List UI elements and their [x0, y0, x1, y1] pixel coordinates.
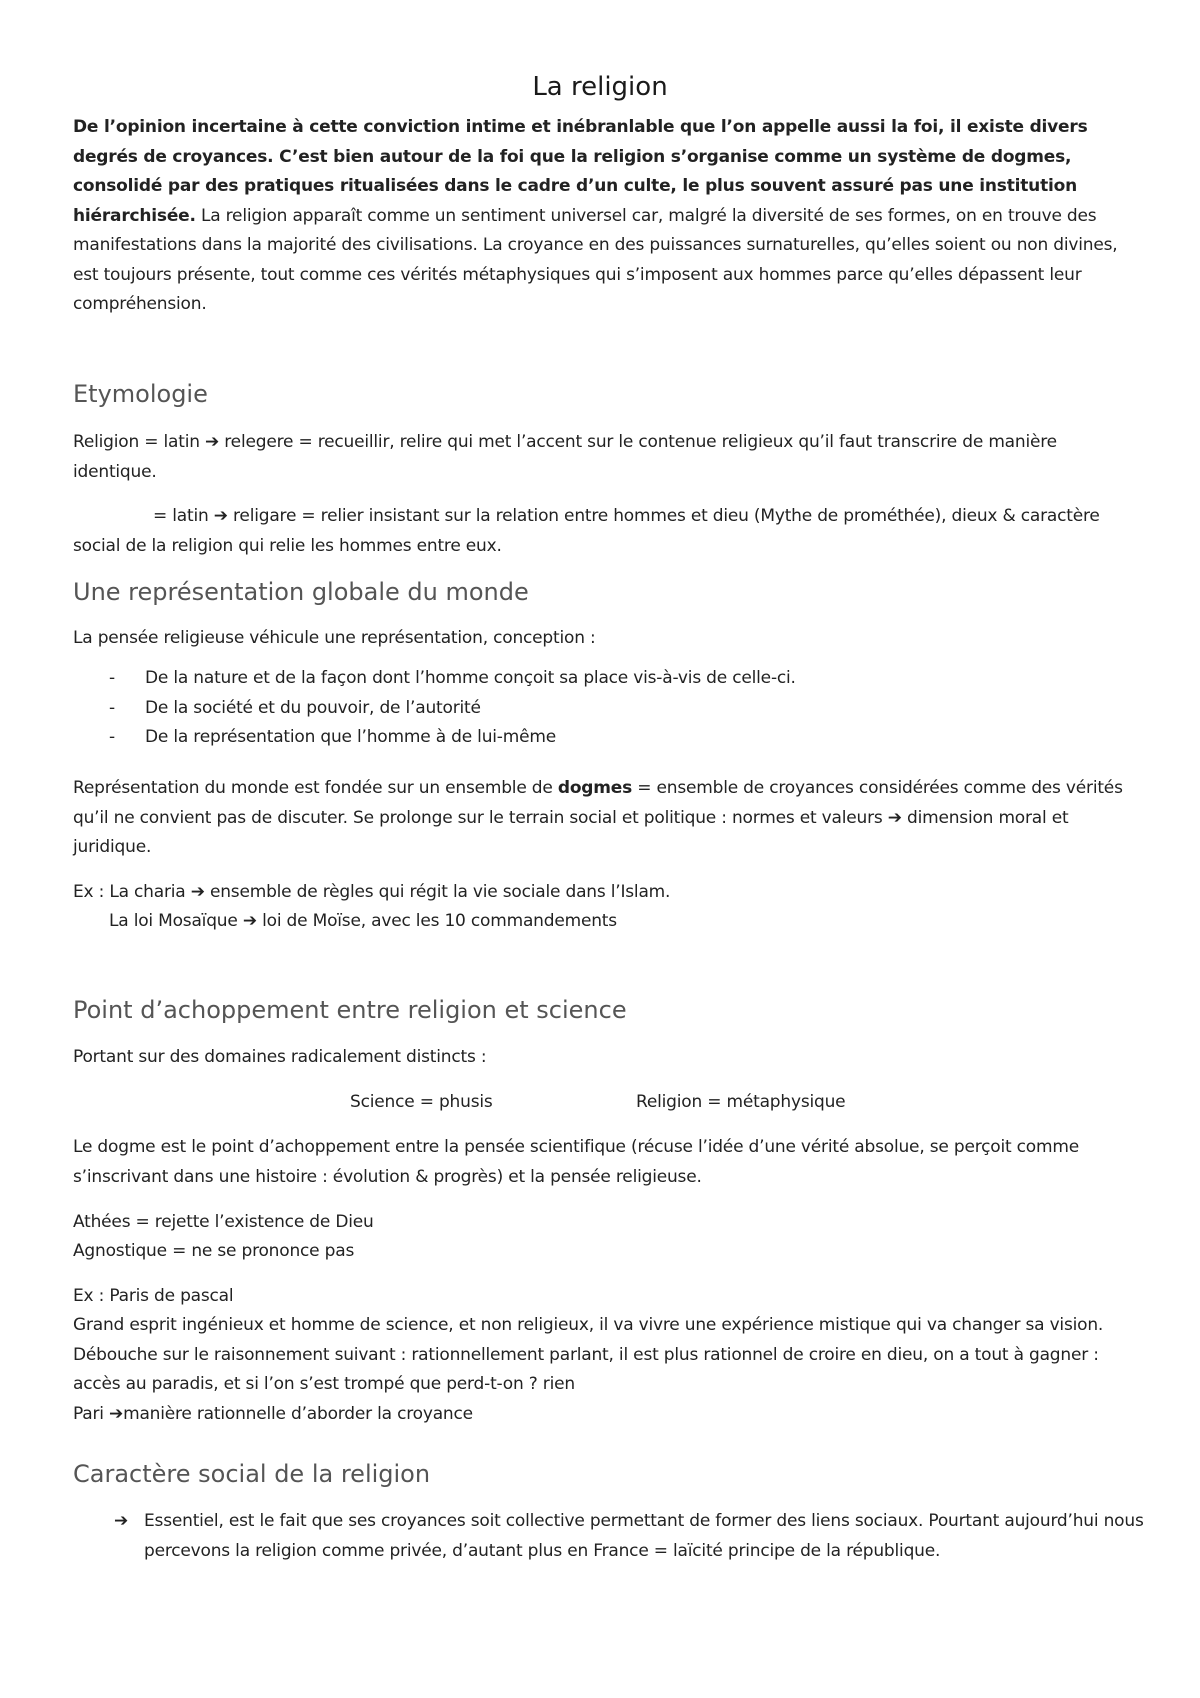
heading-science: Point d’achoppement entre religion et science [73, 996, 627, 1024]
arrow-right-icon: ➔ [242, 911, 257, 931]
example-text: Ex : La charia [73, 882, 191, 902]
pari-text: Pari [73, 1404, 110, 1424]
representation-intro: La pensée religieuse véhicule une représentation, conception : [73, 628, 596, 648]
pari-line [73, 1400, 1133, 1430]
intro-text: La religion apparaît comme un sentiment universel car, malgré la diversité de ses formes, on en trouve des manifestations dans la majorité des civilisations. La croyance en des puissances surnaturelles, qu’elles soient ou non divines, est toujours présente, tout comme ces vérités métaphysiques qui s’imposent aux hommes parce qu’elles dépassent leur compréhension. [73, 205, 1118, 314]
list-item [73, 664, 1133, 694]
list-item [73, 694, 1133, 724]
etymologie-text: = latin [153, 506, 214, 526]
list-item [73, 723, 1133, 753]
list-item-text: De la représentation que l’homme à de lui-même [145, 727, 556, 747]
dogmes-paragraph [73, 774, 1133, 863]
etymologie-text: Religion = latin [73, 432, 206, 452]
arrow-right-icon: ➔ [109, 1404, 124, 1424]
dash-bullet: - [109, 727, 115, 747]
athees-line: Athées = rejette l’existence de Dieu [73, 1212, 374, 1232]
representation-list [73, 664, 1133, 753]
arrow-right-icon: ➔ [190, 882, 205, 902]
dogmes-text: dimension moral et juridique. [73, 807, 1069, 857]
example-text: ensemble de règles qui régit la vie sociale dans l’Islam. [204, 882, 671, 902]
example-text: La loi Mosaïque [109, 911, 243, 931]
arrow-right-icon: ➔ [114, 1511, 129, 1531]
heading-representation: Une représentation globale du monde [73, 578, 529, 606]
dogmes-text: Représentation du monde est fondée sur un ensemble de [73, 778, 558, 798]
science-phusis: Science = phusis [350, 1092, 493, 1112]
intro-bold-text: De l’opinion incertaine à cette conviction intime et inébranlable que l’on appelle aussi la foi, il existe divers degrés de croyances. C’est bien autour de la foi que la religion s’organise comme un système de dogmes, consolidé par des pratiques ritualisées dans le cadre d’un culte, le plus souvent assuré pas une institution hiérarchisée. [73, 117, 1088, 226]
religion-metaphysique: Religion = métaphysique [636, 1092, 846, 1112]
example-loi-mosaique [109, 907, 1169, 937]
social-text: Essentiel, est le fait que ses croyances soit collective permettant de former des liens sociaux. Pourtant aujourd’hui nous percevons la religion comme privée, d’autant plus en France = laïcité principe de la république. [144, 1511, 1144, 1561]
arrow-right-icon: ➔ [213, 506, 228, 526]
intro-paragraph [73, 113, 1133, 320]
dogmes-bold: dogmes [557, 778, 633, 798]
social-arrow-item [108, 1507, 1154, 1566]
pascal-paragraph: Grand esprit ingénieux et homme de science, et non religieux, il va vivre une expérience mistique qui va changer sa vision. Débouche sur le raisonnement suivant : rationnellement parlant, il est plus rationnel de croire en dieu, on a tout à gagner : accès au paradis, et si l’on s’est trompé que perd-t-on ? rien [73, 1315, 1104, 1394]
arrow-right-icon: ➔ [887, 807, 902, 828]
list-item-text: De la société et du pouvoir, de l’autorité [145, 697, 481, 718]
dash-bullet: - [109, 668, 115, 688]
dogmes-text: = ensemble de croyances considérées comme des vérités qu’il ne convient pas de discuter. Se prolonge sur le terrain social et politique : normes et valeurs [73, 778, 1123, 828]
pari-text: manière rationnelle d’aborder la croyance [123, 1404, 473, 1424]
etymologie-text: religare = relier insistant sur la relation entre hommes et dieu (Mythe de prométhée), dieux & caractère social de la religion qui relie les hommes entre eux. [73, 506, 1100, 556]
etymologie-text: relegere = recueillir, relire qui met l’accent sur le contenue religieux qu’il faut transcrire de manière identique. [73, 432, 1057, 482]
example-charia [73, 878, 1133, 908]
example-pascal: Ex : Paris de pascal [73, 1286, 234, 1306]
etymologie-paragraph-1 [73, 428, 1133, 487]
heading-etymologie: Etymologie [73, 380, 208, 408]
dash-bullet: - [109, 697, 115, 718]
dogme-paragraph: Le dogme est le point d’achoppement entre la pensée scientifique (récuse l’idée d’une vérité absolue, se perçoit comme s’inscrivant dans une histoire : évolution & progrès) et la pensée religieuse. [73, 1137, 1079, 1187]
document-title: La religion [532, 72, 668, 102]
etymologie-paragraph-2 [73, 502, 1133, 561]
list-item-text: De la nature et de la façon dont l’homme conçoit sa place vis-à-vis de celle-ci. [145, 668, 796, 688]
science-intro: Portant sur des domaines radicalement distincts : [73, 1047, 487, 1067]
agnostique-line: Agnostique = ne se prononce pas [73, 1241, 355, 1261]
arrow-right-icon: ➔ [205, 432, 220, 452]
heading-social: Caractère social de la religion [73, 1460, 431, 1488]
example-text: loi de Moïse, avec les 10 commandements [256, 911, 617, 931]
